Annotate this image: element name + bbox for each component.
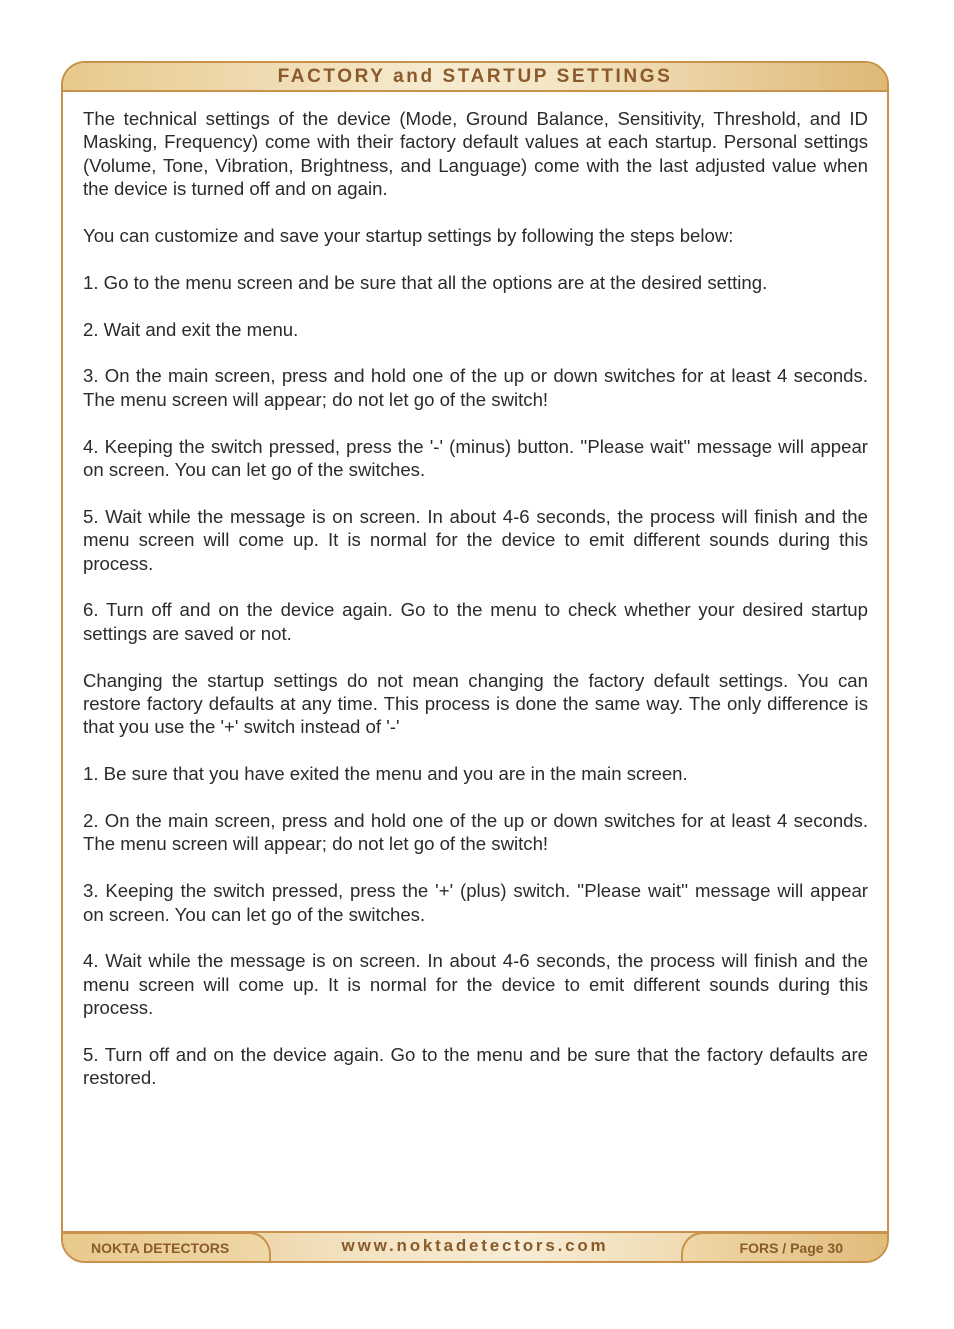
startup-step-2: 2. Wait and exit the menu. [83,318,299,340]
intro-paragraph: The technical settings of the device (Mode, Ground Balance, Sensitivity, Threshold, and ID Masking, Frequency) come with their factory default values at each startup. Personal settings (Volume, Tone, Vibration, Brightness, and Language) come with the last adjusted value when the device is turned off and on again. [83,108,868,200]
startup-step-5: 5. Wait while the message is on screen. In about 4-6 seconds, the process will finish and the menu screen will come up. It is normal for the device to emit different sounds during this process. [83,505,868,574]
footer-website: www.noktadetectors.com [341,1236,609,1255]
startup-step-3: 3. On the main screen, press and hold one of the up or down switches for at least 4 seconds. The menu screen will appear; do not let go of the switch! [83,365,868,410]
startup-step-6: 6. Turn off and on the device again. Go to the menu to check whether your desired startup settings are saved or not. [83,599,868,644]
factory-step-5: 5. Turn off and on the device again. Go to the menu and be sure that the factory defaults are restored. [83,1044,868,1089]
startup-step-4: 4. Keeping the switch pressed, press the '-' (minus) button. ''Please wait'' message will appear on screen. You can let go of the switches. [83,435,868,481]
factory-reset-intro: Changing the startup settings do not mean changing the factory default settings. You can restore factory defaults at any time. This process is done the same way. The only difference is that you use the '+' switch instead of '-' [83,669,868,738]
footer-left-tab [61,1232,271,1263]
section-title: FACTORY and STARTUP SETTINGS [277,66,673,87]
instruction-lead: You can customize and save your startup settings by following the steps below: [83,225,734,247]
factory-step-1: 1. Be sure that you have exited the menu and you are in the main screen. [83,763,688,785]
footer-brand: NOKTA DETECTORS [91,1240,230,1256]
startup-step-1: 1. Go to the menu screen and be sure that all the options are at the desired setting. [83,271,768,293]
body-content [83,107,868,1113]
footer-page-number: FORS / Page 30 [739,1240,843,1256]
factory-step-4: 4. Wait while the message is on screen. In about 4-6 seconds, the process will finish and the menu screen will come up. It is normal for the device to emit different sounds during this process. [83,950,868,1019]
factory-step-3: 3. Keeping the switch pressed, press the '+' (plus) switch. ''Please wait'' message will appear on screen. You can let go of the switches. [83,880,868,925]
section-title-bar [63,63,887,92]
footer-bar [63,1231,887,1261]
footer-right-tab [681,1232,889,1263]
factory-step-2: 2. On the main screen, press and hold one of the up or down switches for at least 4 seconds. The menu screen will appear; do not let go of the switch! [83,810,868,855]
